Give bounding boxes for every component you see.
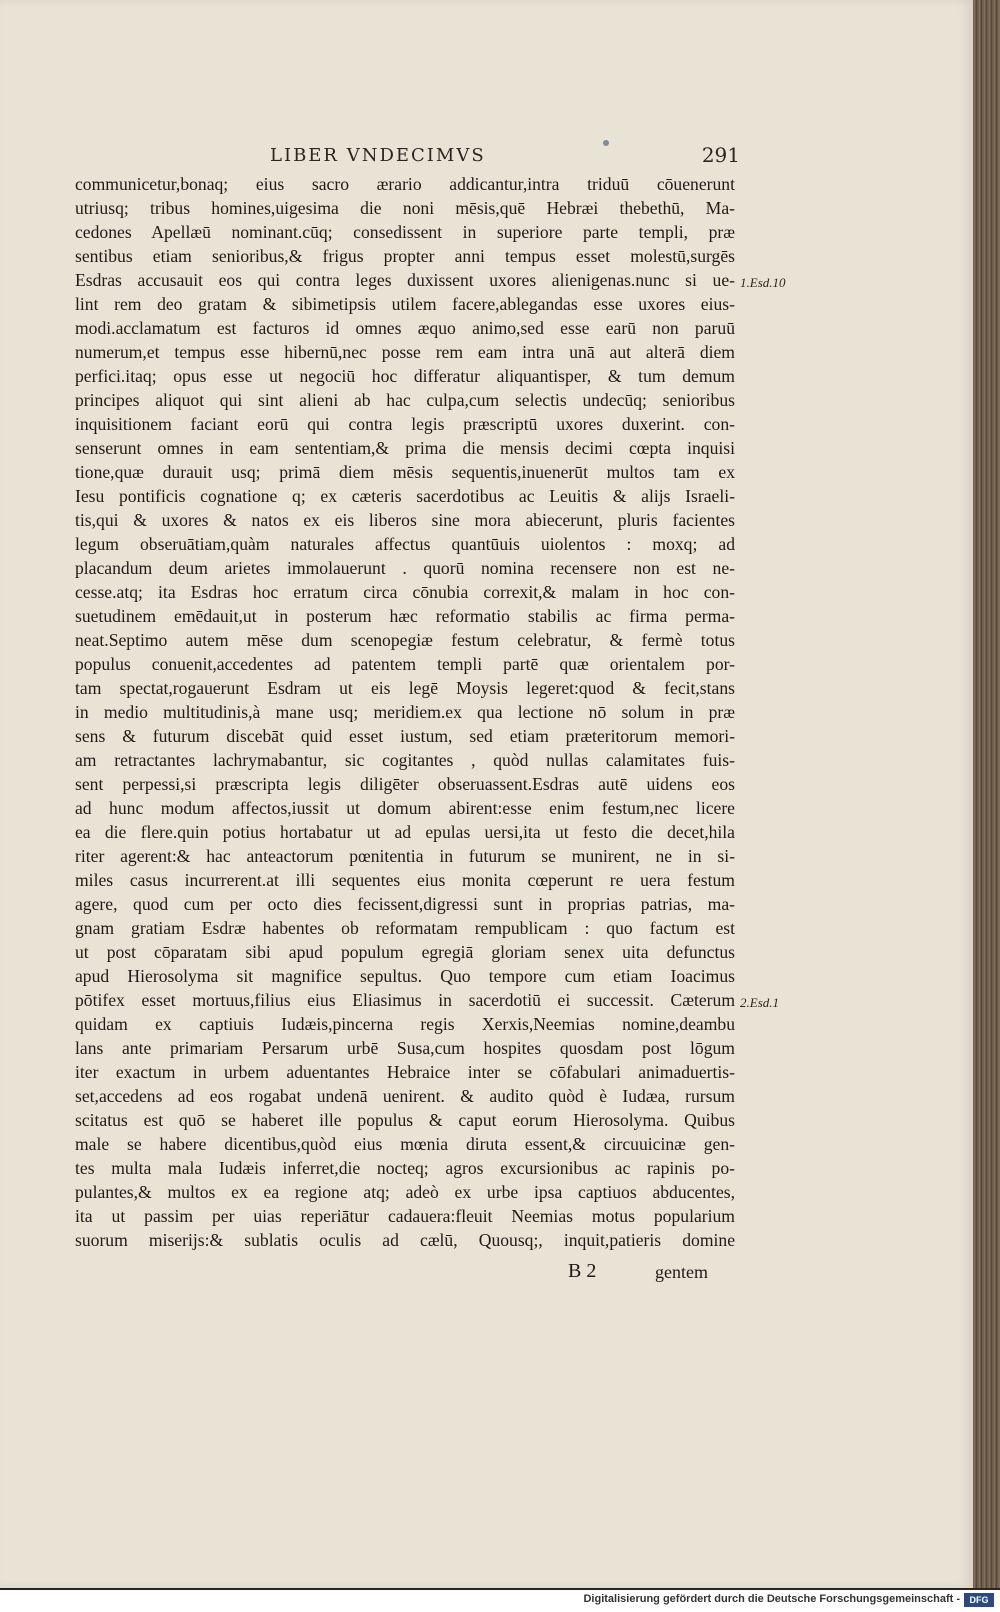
text-line: legum obseruātiam,quàm naturales affectus quantūuis uiolentos : moxq; ad (75, 534, 735, 554)
text-line: principes aliquot qui sint alieni ab hac culpa,cum selectis undecūq; senioribus (75, 390, 735, 410)
running-head (270, 143, 740, 169)
text-line: communicetur,bonaq; eius sacro ærario addicantur,intra triduū cōuenerunt (75, 174, 735, 194)
text-line: sentibus etiam senioribus,& frigus propter anni tempus esset molestū,surgēs (75, 246, 735, 266)
text-line: pulantes,& multos ex ea regione atq; adeò ex urbe ipsa captiuos abducentes, (75, 1182, 735, 1202)
text-line: riter agerent:& hac anteactorum pœnitentia in futurum se munirent, ne in si- (75, 846, 735, 866)
text-line: cesse.atq; ita Esdras hoc erratum circa cōnubia correxit,& malam in hoc con- (75, 582, 735, 602)
footer-bar (0, 1590, 1000, 1612)
text-line: ad hunc modum affectos,iussit ut domum abirent:esse enim festum,nec licere (75, 798, 735, 818)
text-line: ut post cōparatam sibi apud populum egregiā gloriam senex uita defunctus (75, 942, 735, 962)
text-line: neat.Septimo autem mēse dum scenopegiæ festum celebratur, & fermè totus (75, 630, 735, 650)
text-line: quidam ex captiuis Iudæis,pincerna regis Xerxis,Neemias nomine,deambu (75, 1014, 735, 1034)
text-line: inquisitionem faciant eorū qui contra legis præscriptū uxores duxerint. con- (75, 414, 735, 434)
text-line: ita ut passim per uias reperiātur cadauera:fleuit Neemias motus popularium (75, 1206, 735, 1226)
text-line: placandum deum arietes immolauerunt . quorū nomina recensere non est ne- (75, 558, 735, 578)
text-line: in medio multitudinis,à mane usq; meridiem.ex qua lectione nō solum in præ (75, 702, 735, 722)
text-line: lans ante primariam Persarum urbē Susa,cum hospites quosdam post lōgum (75, 1038, 735, 1058)
text-line: set,accedens ad eos rogabat undenā uenirent. & audito quòd è Iudæa, rursum (75, 1086, 735, 1106)
text-line: senserunt omnes in eam sententiam,& prima die mensis decimi cœpta inquisi (75, 438, 735, 458)
text-line: male se habere dicentibus,quòd eius mœnia diruta essent,& circuuicinæ gen- (75, 1134, 735, 1154)
signature-mark: B 2 (568, 1260, 597, 1282)
running-head-title: LIBER VNDECIMVS (270, 145, 486, 166)
text-line: iter exactum in urbem aduentantes Hebraice inter se cōfabulari animaduertis- (75, 1062, 735, 1082)
funding-credit: Digitalisierung gefördert durch die Deutsche Forschungsgemeinschaft - (583, 1593, 960, 1605)
text-line: scitatus est quō se haberet ille populus & caput eorum Hierosolyma. Quibus (75, 1110, 735, 1130)
text-line: agere, quod cum per octo dies fecissent,digressi sunt in proprias patrias, ma- (75, 894, 735, 914)
text-line: tis,qui & uxores & natos ex eis liberos sine mora abiecerunt, pluris facientes (75, 510, 735, 530)
text-line: modi.acclamatum est facturos id omnes æquo animo,sed esse earū non paruū (75, 318, 735, 338)
text-line: tes multa mala Iudæis inferret,die nocteq; agros excursionibus ac rapinis po- (75, 1158, 735, 1178)
text-line: ea die flere.quin potius hortabatur ut ad epulas uersi,ita ut festo die decet,hila (75, 822, 735, 842)
text-line: tione,quæ durauit usq; primā diem mēsis sequentis,inuenerūt multos tam ex (75, 462, 735, 482)
text-line: apud Hierosolyma sit magnifice sepultus. Quo tempore cum etiam Ioacimus (75, 966, 735, 986)
marginal-note: 1.Esd.10 (740, 275, 786, 290)
page-number: 291 (701, 143, 740, 167)
text-line: Iesu pontificis cognatione q; ex cæteris sacerdotibus ac Leuitis & alijs Israeli- (75, 486, 735, 506)
text-line: am retractantes lachrymabantur, sic cogitantes , quòd nullas calamitates fuis- (75, 750, 735, 770)
text-line: utriusq; tribus homines,uigesima die noni mēsis,quē Hebræi thebethū, Ma- (75, 198, 735, 218)
text-line: numerum,et tempus esse hibernū,nec posse rem eam intra unā aut alterā diem (75, 342, 735, 362)
text-line: suetudinem emēdauit,ut in posterum hæc reformatio stabilis ac firma perma- (75, 606, 735, 626)
text-line: gnam gratiam Esdræ habentes ob reformatam rempublicam : quo factum est (75, 918, 735, 938)
marginal-note: 2.Esd.1 (740, 995, 779, 1010)
text-line: cedones Apellæū nominant.cūq; consedissent in superiore parte templi, præ (75, 222, 735, 242)
text-line: sens & futurum discebāt quid esset iustum, sed etiam præteritorum memori- (75, 726, 735, 746)
page-edge (973, 0, 1000, 1588)
text-line: lint rem deo gratam & sibimetipsis utilem facere,ablegandas esse uxores eius- (75, 294, 735, 314)
text-line: populus conuenit,accedentes ad patentem templi partē quæ orientalem por- (75, 654, 735, 674)
text-line: sent perpessi,si præscripta legis diligēter obseruassent.Esdras autē uidens eos (75, 774, 735, 794)
dfg-logo: DFG (964, 1593, 994, 1607)
text-line: pōtifex esset mortuus,filius eius Eliasimus in sacerdotiū ei successit. Cæterum (75, 990, 735, 1010)
body-text (75, 172, 735, 1252)
text-line: tam spectat,rogauerunt Esdram ut eis legē Moysis legeret:quod & fecit,stans (75, 678, 735, 698)
catchword: gentem (655, 1262, 708, 1282)
text-line: Esdras accusauit eos qui contra leges duxissent uxores alienigenas.nunc si ue- (75, 270, 735, 290)
text-line: perfici.itaq; opus esse ut negociū hoc differatur aliquantisper, & tum demum (75, 366, 735, 386)
text-line: miles casus incurrerent.at illi sequentes eius monita cœperunt re uera festum (75, 870, 735, 890)
text-line: suorum miserijs:& sublatis oculis ad cælū, Quousq;, inquit,patieris domine (75, 1230, 735, 1250)
